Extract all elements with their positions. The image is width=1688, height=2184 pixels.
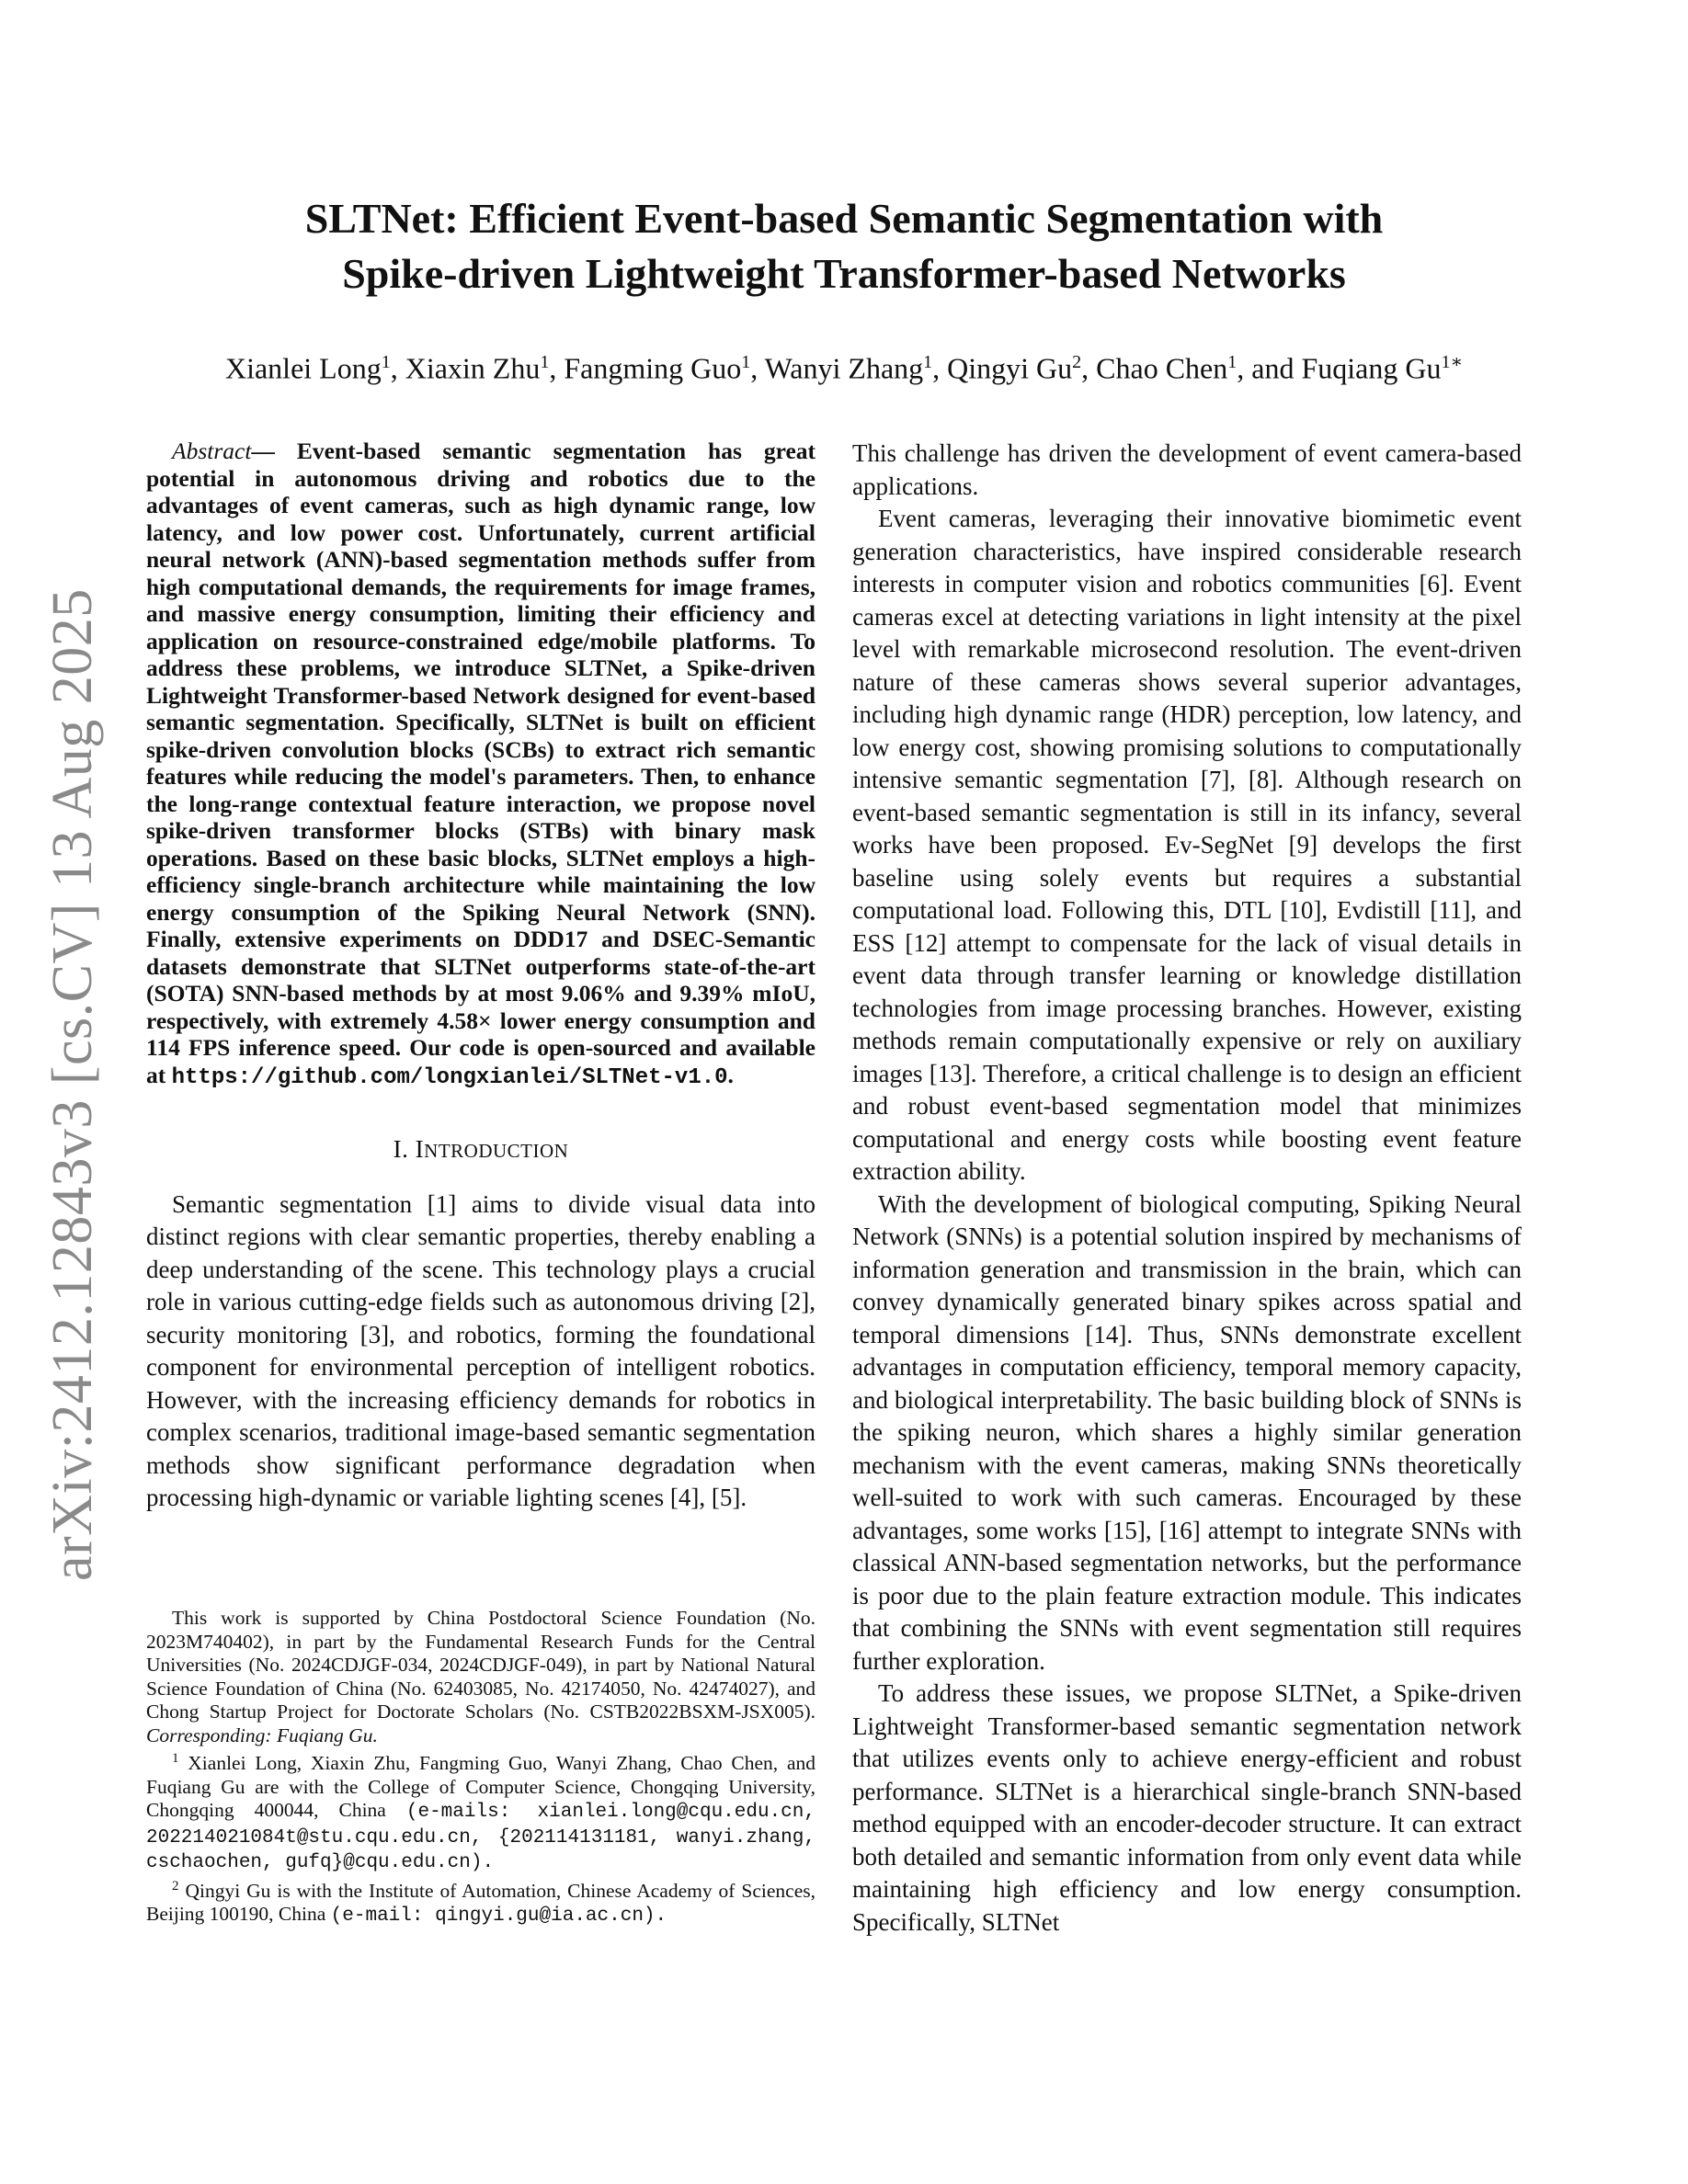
paragraph-proposal: To address these issues, we propose SLTNet, a Spike-driven Lightweight Transformer-based semantic segmentation network that utilizes events only to achieve energy-efficient and robust performance. SLTNet is a hierarchical single-branch SNN-based method equipped with an encoder-decoder structure. It can extract both detailed and semantic information from only event data while maintaining high efficiency and low energy consumption. Specifically, SLTNet bbox=[852, 1679, 1522, 1936]
affiliation-text: Qingyi Gu is with the Institute of Automation, Chinese Academy of Sciences, Beijing 100190, China bbox=[146, 1879, 815, 1926]
corresponding-author: Corresponding: Fuqiang Gu. bbox=[146, 1723, 378, 1746]
affiliation-mark: 2 bbox=[1072, 352, 1082, 372]
paragraph-event-cameras: Event cameras, leveraging their innovative biomimetic event generation characteristics, have inspired considerable research interests in computer vision and robotics communities [6]. Event cameras excel at detecting variations in light intensity at the pixel level with remarkable microsecond resolution. The event-driven nature of these cameras shows several superior advantages, including high dynamic range (HDR) perception, low latency, and low energy cost, showing promising solutions to computationally intensive semantic segmentation [7], [8]. Although research on event-based semantic segmentation is still in its infancy, several works have been proposed. Ev-SegNet [9] develops the first baseline using solely events but requires a substantial computational load. Following this, DTL [10], Evdistill [11], and ESS [12] attempt to compensate for the lack of visual details in event data through transfer learning or knowledge distillation technologies from image processing branches. However, existing methods remain computationally expensive or rely on auxiliary images [13]. Therefore, a critical challenge is to design an efficient and robust event-based segmentation model that minimizes computational and energy costs while boosting event feature extraction ability. bbox=[852, 505, 1522, 1185]
footnote-mark: 1 bbox=[172, 1751, 179, 1766]
affiliation-note-2 bbox=[146, 1875, 815, 1928]
affiliation-mark: 1 bbox=[540, 352, 550, 372]
title-line-1: SLTNet: Efficient Event-based Semantic Segmentation with bbox=[304, 195, 1384, 242]
affiliation-note-1 bbox=[146, 1747, 815, 1875]
paragraph-snn: With the development of biological computing, Spiking Neural Network (SNNs) is a potential solution inspired by mechanisms of information generation and transmission in the brain, which can convey dynamically generated binary spikes across spatial and temporal dimensions [14]. Thus, SNNs demonstrate excellent advantages in computation efficiency, temporal memory capacity, and biological interpretability. The basic building block of SNNs is the spiking neuron, which shares a highly similar generation mechanism with the event cameras, making SNNs theoretically well-suited to work with such cameras. Encouraged by these advantages, some works [15], [16] attempt to integrate SNNs with classical ANN-based segmentation networks, but the performance is poor due to the plain feature extraction module. This indicates that combining the SNNs with event segmentation still requires further exploration. bbox=[852, 1189, 1522, 1675]
email: (e-mail: qingyi.gu@ia.ac.cn). bbox=[330, 1905, 667, 1928]
left-column bbox=[146, 438, 815, 1515]
author-name: , Qingyi Gu bbox=[932, 351, 1073, 385]
abstract-label: Abstract bbox=[172, 438, 252, 464]
author-name: , Fangming Guo bbox=[549, 351, 742, 385]
abstract-end: . bbox=[727, 1061, 734, 1088]
code-link[interactable]: https://github.com/longxianlei/SLTNet-v1.0 bbox=[171, 1064, 728, 1090]
paper-title bbox=[0, 191, 1688, 301]
author-name: , and Fuqiang Gu bbox=[1237, 351, 1442, 385]
email-list: (e-mails: xianlei.long@cqu.edu.cn, 202214021084t@stu.cqu.edu.cn, {202114131181, wanyi.zhang, cschaochen, gufq}@cqu.edu.cn). bbox=[146, 1802, 815, 1874]
right-column bbox=[852, 438, 1522, 1939]
affiliation-mark: 1 bbox=[923, 352, 933, 372]
abstract-dash: — bbox=[251, 438, 297, 464]
title-line-2: Spike-driven Lightweight Transformer-based Networks bbox=[342, 250, 1346, 297]
section-number: I. bbox=[393, 1135, 416, 1163]
footnotes bbox=[146, 1607, 815, 1928]
footnote-mark: 2 bbox=[172, 1878, 179, 1894]
author-name: , Chao Chen bbox=[1081, 351, 1228, 385]
abstract-text: Event-based semantic segmentation has great potential in autonomous driving and robotics due to the advantages of event cameras, such as high dynamic range, low latency, and low power cost. Unfortunately, current artificial neural network (ANN)-based segmentation methods suffer from high computational demands, the requirements for image frames, and massive energy consumption, limiting their efficiency and application on resource-constrained edge/mobile platforms. To address these problems, we introduce SLTNet, a Spike-driven Lightweight Transformer-based Network designed for event-based semantic segmentation. Specifically, SLTNet is built on efficient spike-driven convolution blocks (SCBs) to extract rich semantic features while reducing the model's parameters. Then, to enhance the long-range contextual feature interaction, we propose novel spike-driven transformer blocks (STBs) with binary mask operations. Based on these basic blocks, SLTNet employs a high-efficiency single-branch architecture while maintaining the low energy consumption of the Spiking Neural Network (SNN). Finally, extensive experiments on DDD17 and DSEC-Semantic datasets demonstrate that SLTNet outperforms state-of-the-art (SOTA) SNN-based methods by at most 9.06% and 9.39% mIoU, respectively, with extremely 4.58× lower energy consumption and 114 FPS inference speed. Our code is open-sourced and available at bbox=[146, 438, 815, 1088]
author-list bbox=[0, 344, 1688, 387]
funding-note bbox=[146, 1607, 815, 1747]
continued-paragraph: This challenge has driven the development of event camera-based applications. bbox=[852, 439, 1522, 500]
abstract bbox=[146, 438, 815, 1091]
affiliation-mark: 1 bbox=[381, 352, 391, 372]
arxiv-stamp: arXiv:2412.12843v3 [cs.CV] 13 Aug 2025 bbox=[41, 588, 104, 1581]
affiliation-mark: 1 bbox=[741, 352, 751, 372]
author-name: , Xiaxin Zhu bbox=[390, 351, 541, 385]
funding-text: This work is supported by China Postdoctoral Science Foundation (No. 2023M740402), in part by the Fundamental Research Funds for the Central Universities (No. 2024CDJGF-034, 2024CDJGF-049), in part by National Natural Science Foundation of China (No. 62403085, No. 42174050, No. 42474027), and Chong Startup Project for Doctorate Scholars (No. CSTB2022BSXM-JSX005). bbox=[146, 1607, 815, 1723]
section-initial: I bbox=[415, 1135, 425, 1163]
section-heading-introduction bbox=[146, 1133, 815, 1168]
author-name: Xianlei Long bbox=[224, 351, 382, 385]
affiliation-text: Xianlei Long, Xiaxin Zhu, Fangming Guo, Wanyi Zhang, Chao Chen, and Fuqiang Gu are with the College of Computer Science, Chongqing University, Chongqing 400044, China bbox=[146, 1752, 815, 1822]
section-title-rest: NTRODUCTION bbox=[424, 1140, 569, 1162]
affiliation-mark: 1 bbox=[1227, 352, 1237, 372]
affiliation-mark: 1∗ bbox=[1441, 352, 1464, 372]
author-name: , Wanyi Zhang bbox=[750, 351, 924, 385]
intro-paragraph-1: Semantic segmentation [1] aims to divide visual data into distinct regions with clear semantic properties, thereby enabling a deep understanding of the scene. This technology plays a crucial role in various cutting-edge fields such as autonomous driving [2], security monitoring [3], and robotics, forming the foundational component for environmental perception of intelligent robotics. However, with the increasing efficiency demands for robotics in complex scenarios, traditional image-based semantic segmentation methods show significant performance degradation when processing high-dynamic or variable lighting scenes [4], [5]. bbox=[146, 1189, 815, 1511]
